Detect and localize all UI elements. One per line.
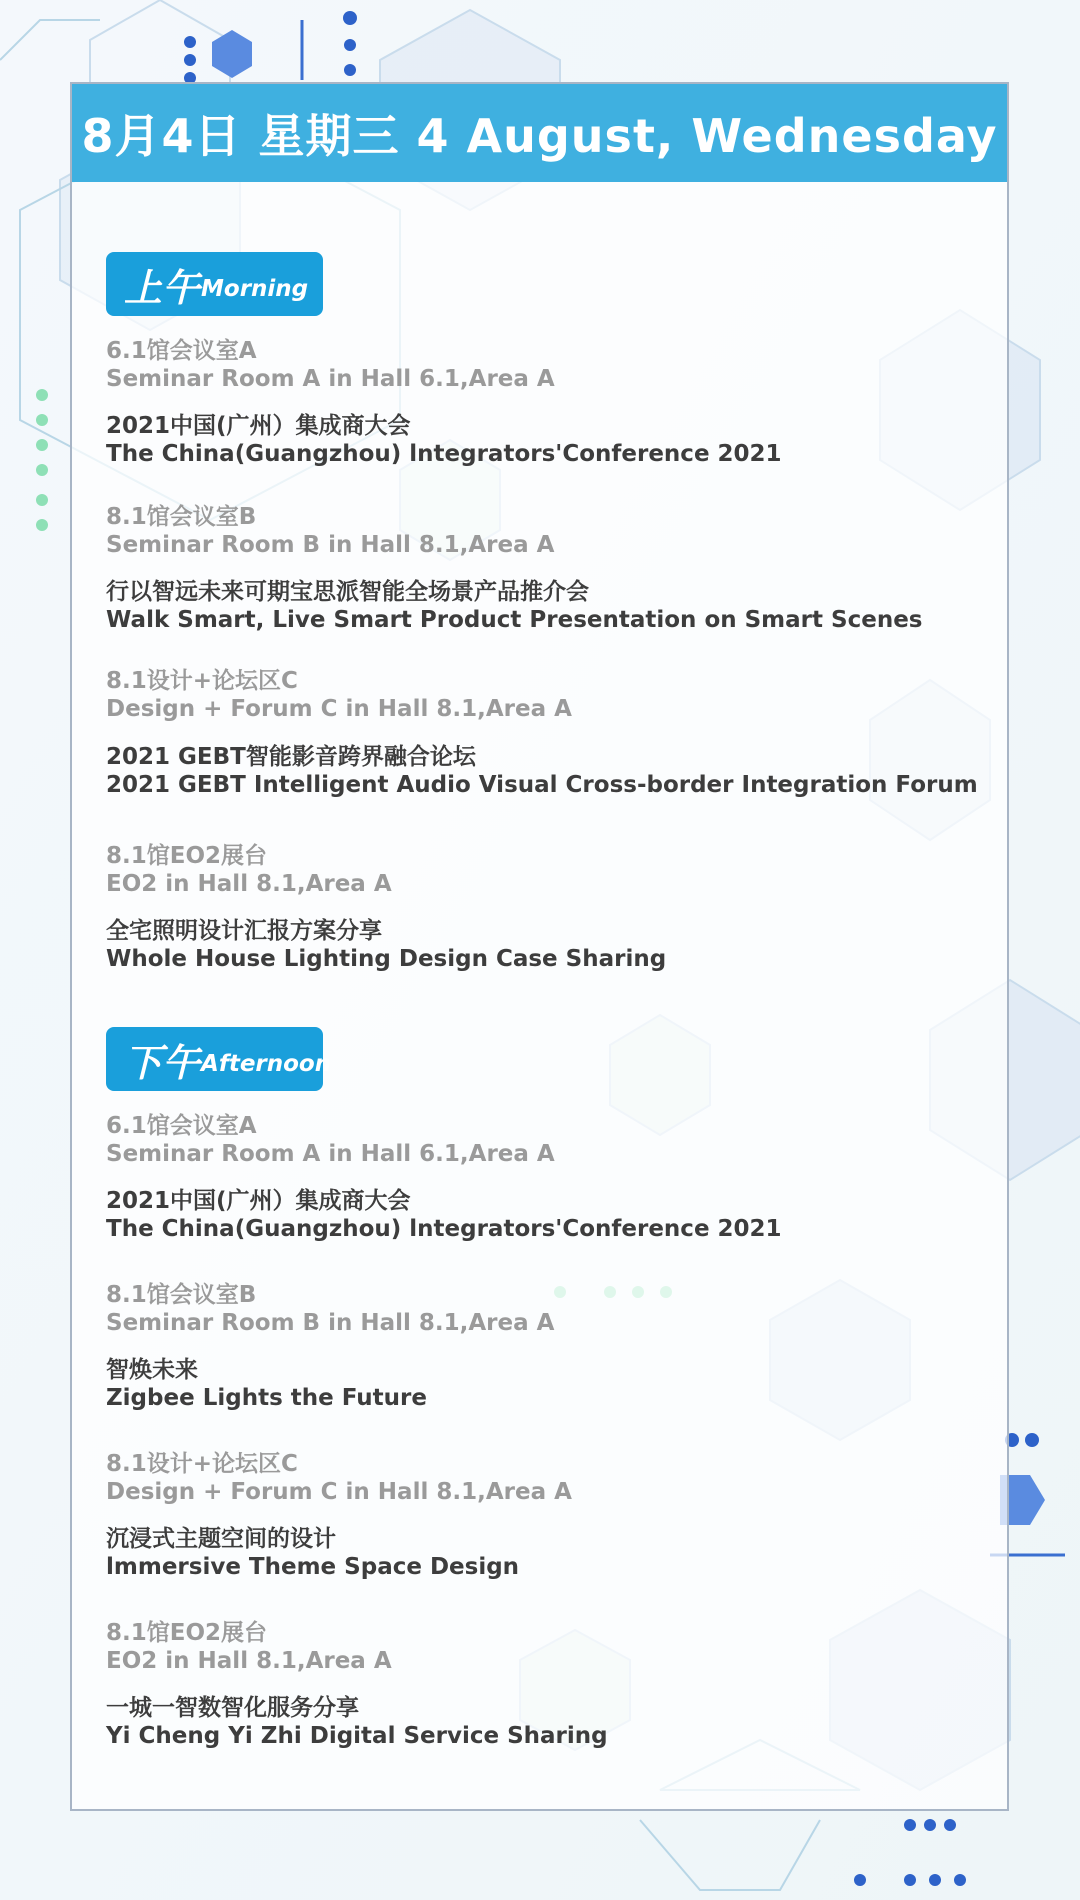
event-title-en: Zigbee Lights the Future: [106, 1385, 427, 1411]
venue: [106, 337, 555, 393]
venue-zh: 6.1馆会议室A: [106, 1113, 257, 1139]
venue-en: Seminar Room A in Hall 6.1,Area A: [106, 366, 555, 392]
event-title-en: lmmersive Theme Space Design: [106, 1554, 520, 1580]
event-title-en: Whole House Lighting Design Case Sharing: [106, 946, 667, 972]
venue-en: Design + Forum C in Hall 8.1,Area A: [106, 696, 572, 722]
event: [106, 1694, 608, 1750]
venue-en: Seminar Room A in Hall 6.1,Area A: [106, 1141, 555, 1167]
venue-zh: 8.1馆会议室B: [106, 1282, 257, 1308]
date-title: 8月4日 星期三 4 August, Wednesday: [81, 109, 998, 163]
morning-label-zh: 上午: [124, 265, 201, 310]
venue-en: Seminar Room B in Hall 8.1,Area A: [106, 1310, 555, 1336]
venue-zh: 8.1馆EO2展台: [106, 1620, 268, 1646]
event-title-en: Yi Cheng Yi Zhi Digital Service Sharing: [106, 1723, 608, 1749]
venue: [106, 1619, 392, 1675]
venue-zh: 6.1馆会议室A: [106, 338, 257, 364]
schedule-card: [70, 82, 1009, 1811]
afternoon-label-en: Afternoon: [201, 1051, 332, 1077]
event-title-zh: 一城一智数智化服务分享: [106, 1695, 359, 1721]
event: [106, 1187, 782, 1243]
event-title-zh: 智焕未来: [106, 1357, 198, 1383]
event: [106, 917, 666, 973]
venue-zh: 8.1馆EO2展台: [106, 843, 268, 869]
event-title-zh: 沉浸式主题空间的设计: [106, 1526, 336, 1552]
event: [106, 412, 782, 468]
event-title-en: Walk Smart, Live Smart Product Presentation on Smart Scenes: [106, 607, 923, 633]
morning-label-en: Morning: [201, 276, 309, 302]
event-title-zh: 2021 GEBT智能影音跨界融合论坛: [106, 744, 476, 770]
event-title-zh: 2021中国(广州）集成商大会: [106, 1188, 411, 1214]
venue-zh: 8.1设计+论坛区C: [106, 668, 298, 694]
event: [106, 1356, 427, 1412]
event: [106, 1525, 519, 1581]
event-title-zh: 行以智远未来可期宝思派智能全场景产品推介会: [106, 579, 589, 605]
afternoon-badge: [106, 1027, 332, 1091]
event-title-zh: 全宅照明设计汇报方案分享: [106, 918, 382, 944]
venue-zh: 8.1设计+论坛区C: [106, 1451, 298, 1477]
event-title-en: 2021 GEBT Intelligent Audio Visual Cross-border Integration Forum: [106, 772, 978, 798]
event-title-en: The China(Guangzhou) lntegrators'Conference 2021: [106, 441, 782, 467]
venue-en: EO2 in Hall 8.1,Area A: [106, 871, 392, 897]
event: [106, 743, 978, 799]
venue: [106, 1112, 555, 1168]
venue: [106, 667, 572, 723]
venue: [106, 1281, 554, 1337]
event-title-zh: 2021中国(广州）集成商大会: [106, 413, 411, 439]
afternoon-label-zh: 下午: [124, 1040, 201, 1085]
morning-badge: [106, 252, 323, 316]
venue-en: EO2 in Hall 8.1,Area A: [106, 1648, 392, 1674]
venue-en: Seminar Room B in Hall 8.1,Area A: [106, 532, 555, 558]
date-header: [72, 84, 1007, 182]
venue-en: Design + Forum C in Hall 8.1,Area A: [106, 1479, 572, 1505]
venue-zh: 8.1馆会议室B: [106, 504, 257, 530]
event: [106, 578, 922, 634]
event-title-en: The China(Guangzhou) lntegrators'Conference 2021: [106, 1216, 782, 1242]
venue: [106, 503, 554, 559]
venue: [106, 1450, 572, 1506]
venue: [106, 842, 392, 898]
